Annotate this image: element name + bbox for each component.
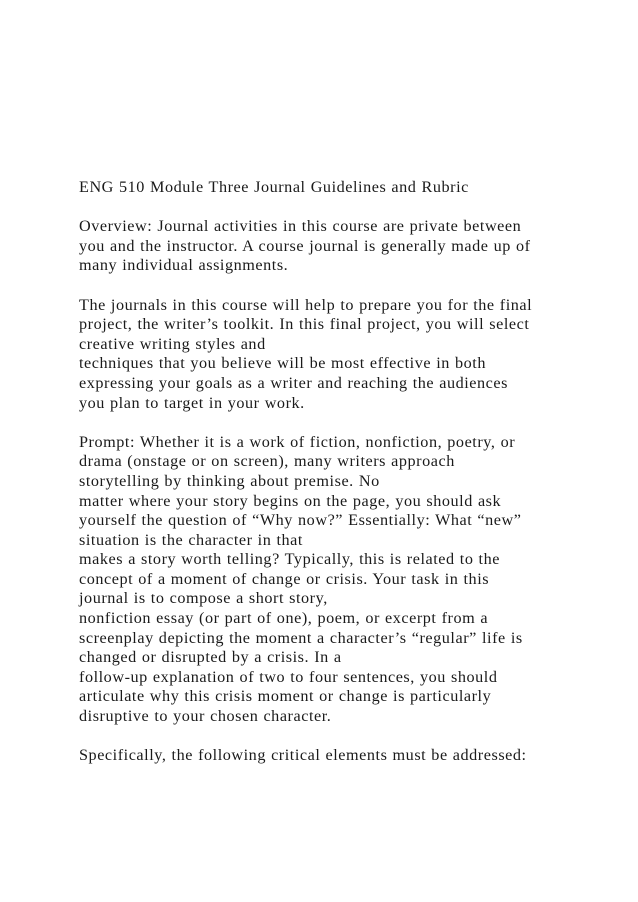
text-line: creative writing styles and [79,334,266,353]
text-line: concept of a moment of change or crisis. Your task in this [79,569,490,588]
text-line: expressing your goals as a writer and reaching the audiences [79,373,509,392]
paragraph-prompt [79,433,631,727]
text-line: techniques that you believe will be most effective in both [79,354,486,373]
text-line: makes a story worth telling? Typically, this is related to the [79,550,500,569]
paragraph-journals [79,296,631,414]
text-line: articulate why this crisis moment or change is particularly [79,687,492,706]
text-line: storytelling by thinking about premise. No [79,471,380,490]
text-line: Prompt: Whether it is a work of fiction, nonfiction, poetry, or [79,432,516,451]
text-line: many individual assignments. [79,256,289,275]
text-line: changed or disrupted by a crisis. In a [79,648,342,667]
text-line: yourself the question of “Why now?” Essentially: What “new” [79,511,522,530]
text-line: you plan to target in your work. [79,393,305,412]
text-line: situation is the character in that [79,530,303,549]
paragraph-gap [79,198,631,218]
text-line: disruptive to your chosen character. [79,707,332,726]
paragraph-overview [79,217,631,276]
text-line: Overview: Journal activities in this course are private between [79,217,522,236]
text-line: you and the instructor. A course journal is generally made up of [79,236,531,255]
text-line: follow-up explanation of two to four sentences, you should [79,667,498,686]
text-line: nonfiction essay (or part of one), poem, or excerpt from a [79,609,489,628]
text-line: Specifically, the following critical elements must be addressed: [79,746,527,765]
paragraph-critical-elements [79,746,631,766]
text-line: drama (onstage or on screen), many writers approach [79,452,455,471]
paragraph-gap [79,727,631,747]
text-line: The journals in this course will help to prepare you for the final [79,295,533,314]
paragraph-gap [79,276,631,296]
document-title: ENG 510 Module Three Journal Guidelines and Rubric [79,178,469,196]
document-body [79,178,631,766]
text-line: matter where your story begins on the page, you should ask [79,491,502,510]
text-line: screenplay depicting the moment a character’s “regular” life is [79,628,523,647]
text-line: journal is to compose a short story, [79,589,328,608]
text-line: project, the writer’s toolkit. In this final project, you will select [79,315,530,334]
paragraph-gap [79,413,631,433]
